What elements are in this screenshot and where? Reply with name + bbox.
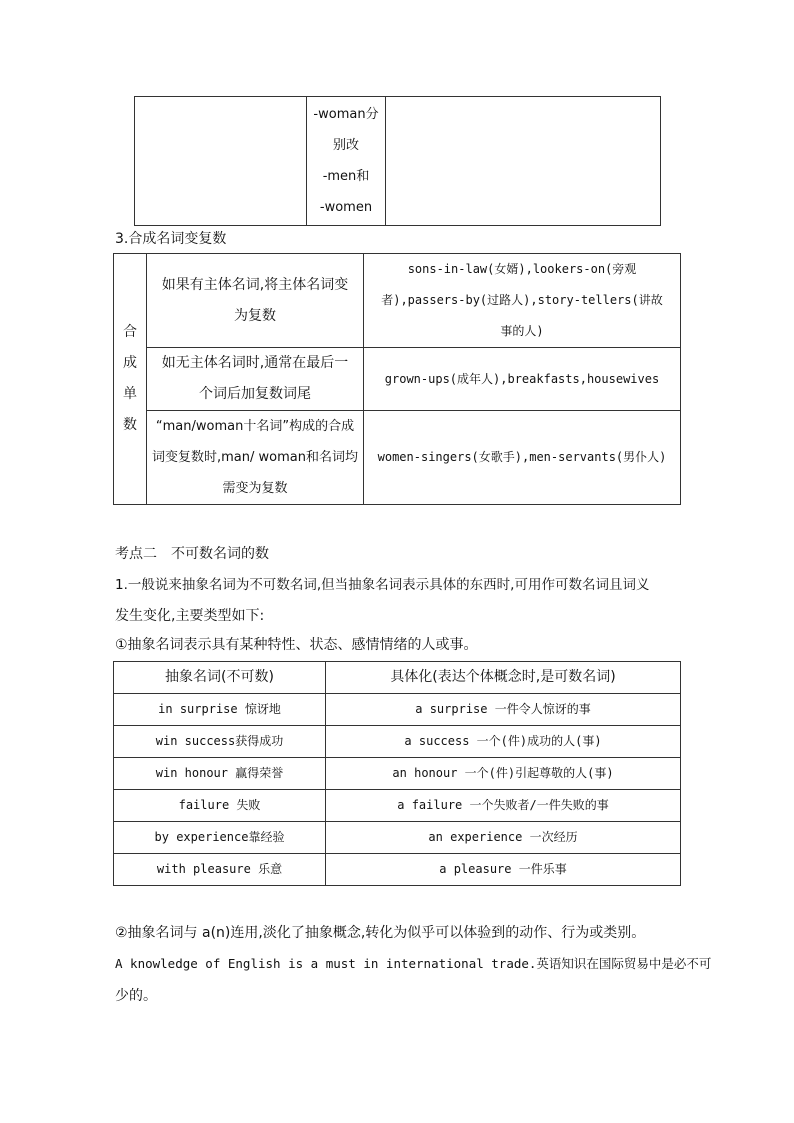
table-cell: win success获得成功 [114, 726, 326, 758]
cell-line: 如果有主体名词,将主体名词变 [161, 276, 349, 293]
rule-cell [147, 348, 364, 411]
section-heading: 3.合成名词变复数 [115, 231, 227, 247]
table-cell: a pleasure 一件乐事 [326, 854, 681, 886]
table-cell: in surprise 惊讶地 [114, 694, 326, 726]
table-row [114, 726, 681, 758]
example-cell [364, 411, 681, 505]
table-cell: win honour 赢得荣誉 [114, 758, 326, 790]
side-label-char: 合 [123, 324, 137, 340]
table-row [114, 790, 681, 822]
cell-line: 需变为复数 [222, 481, 288, 496]
column-header: 具体化(表达个体概念时,是可数名词) [326, 662, 681, 694]
table-cell: an experience 一次经历 [326, 822, 681, 854]
example-cell [364, 348, 681, 411]
table-row [114, 694, 681, 726]
paragraph-line: 1.一般说来抽象名词为不可数名词,但当抽象名词表示具体的东西时,可用作可数名词且词义 [115, 577, 650, 593]
side-label [114, 254, 147, 505]
rule-cell [147, 411, 364, 505]
table-row [114, 411, 681, 505]
table-continuation [134, 96, 661, 226]
side-label-char: 数 [123, 417, 137, 433]
table-cell: a success 一个(件)成功的人(事) [326, 726, 681, 758]
point-two: ②抽象名词与 a(n)连用,淡化了抽象概念,转化为似乎可以体验到的动作、行为或类别。 [115, 925, 646, 941]
cell-line: grown-ups(成年人),breakfasts,housewives [384, 371, 660, 386]
cell-line: -women [319, 200, 373, 215]
cell-line: women-singers(女歌手),men-servants(男仆人) [377, 450, 667, 464]
cell-line: 别改 [332, 138, 359, 153]
cell-line: 为复数 [234, 307, 276, 324]
point-one: ①抽象名词表示具有某种特性、状态、感情情绪的人或事。 [115, 637, 478, 653]
table-row [114, 254, 681, 348]
table-cell: by experience靠经验 [114, 822, 326, 854]
table-header-row [114, 662, 681, 694]
cell-line: 者),passers-by(过路人),story-tellers(讲故 [381, 293, 663, 307]
table-cell-woman-rule [307, 97, 386, 226]
table-row [114, 854, 681, 886]
column-header: 抽象名词(不可数) [114, 662, 326, 694]
side-label-char: 成 [123, 355, 137, 371]
table-row [114, 348, 681, 411]
table-row [114, 822, 681, 854]
example-sentence-end: 少的。 [115, 988, 157, 1004]
compound-noun-table [113, 253, 681, 505]
kaodian-heading: 考点二 不可数名词的数 [115, 546, 269, 562]
table-cell: with pleasure 乐意 [114, 854, 326, 886]
side-label-char: 单 [123, 386, 137, 402]
cell-line: 词变复数时,man/ woman和名词均 [152, 450, 358, 465]
cell-line: “man/woman十名词”构成的合成 [155, 419, 355, 434]
cell-line: sons-in-law(女婿),lookers-on(旁观 [407, 262, 637, 276]
table-cell: a failure 一个失败者/一件失败的事 [326, 790, 681, 822]
cell-line: 如无主体名词时,通常在最后一 [161, 355, 349, 371]
example-cell [364, 254, 681, 348]
cell-line: 个词后加复数词尾 [199, 386, 311, 402]
table-cell: an honour 一个(件)引起尊敬的人(事) [326, 758, 681, 790]
example-sentence: A knowledge of English is a must in international trade.英语知识在国际贸易中是必不可 [115, 956, 712, 971]
table-cell: a surprise 一件令人惊讶的事 [326, 694, 681, 726]
rule-cell [147, 254, 364, 348]
table-cell: failure 失败 [114, 790, 326, 822]
table-row [135, 97, 661, 226]
cell-line: 事的人) [500, 324, 544, 338]
table-cell-empty [135, 97, 307, 226]
paragraph-line: 发生变化,主要类型如下: [115, 608, 265, 624]
table-cell-empty [386, 97, 661, 226]
cell-line: -men和 [322, 169, 370, 184]
abstract-noun-table [113, 661, 681, 886]
cell-line: -woman分 [313, 107, 379, 122]
table-row [114, 758, 681, 790]
